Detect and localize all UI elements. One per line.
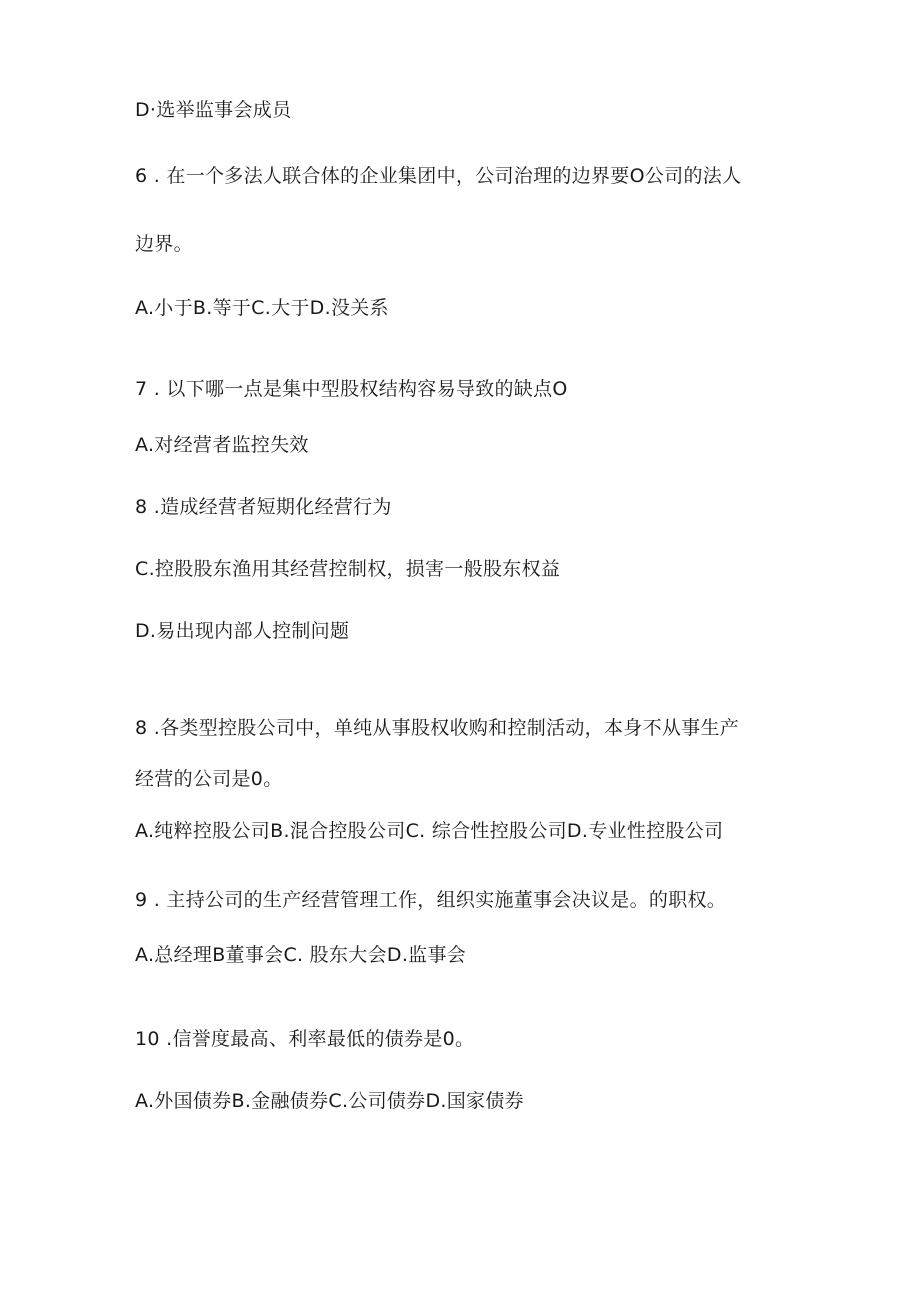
question-7-option-c: C.控股股东渔用其经营控制权，损害一般股东权益	[135, 558, 561, 580]
option-line-q5-d: D·选举监事会成员	[135, 99, 292, 121]
question-7-option-b: 8 .造成经营者短期化经营行为	[135, 496, 392, 518]
question-6-line-1: 6 . 在一个多法人联合体的企业集团中，公司治理的边界要O公司的法人	[135, 165, 742, 187]
question-10-options: A.外国债券B.金融债券C.公司债券D.国家债券	[135, 1090, 524, 1112]
question-6-line-2: 边界。	[135, 233, 193, 255]
question-7: 7 . 以下哪一点是集中型股权结构容易导致的缺点O	[135, 378, 568, 400]
question-6-options: A.小于B.等于C.大于D.没关系	[135, 297, 389, 319]
question-7-option-a: A.对经营者监控失效	[135, 434, 309, 456]
question-9: 9 . 主持公司的生产经营管理工作，组织实施董事会决议是。的职权。	[135, 889, 727, 911]
question-8-line-2: 经营的公司是0。	[135, 768, 283, 790]
question-9-options: A.总经理B董事会C. 股东大会D.监事会	[135, 944, 467, 966]
question-7-option-d: D.易出现内部人控制问题	[135, 620, 350, 642]
question-8-line-1: 8 .各类型控股公司中，单纯从事股权收购和控制活动，本身不从事生产	[135, 717, 740, 739]
question-10: 10 .信誉度最高、利率最低的债券是0。	[135, 1028, 475, 1050]
question-8-options: A.纯粹控股公司B.混合控股公司C. 综合性控股公司D.专业性控股公司	[135, 820, 724, 842]
